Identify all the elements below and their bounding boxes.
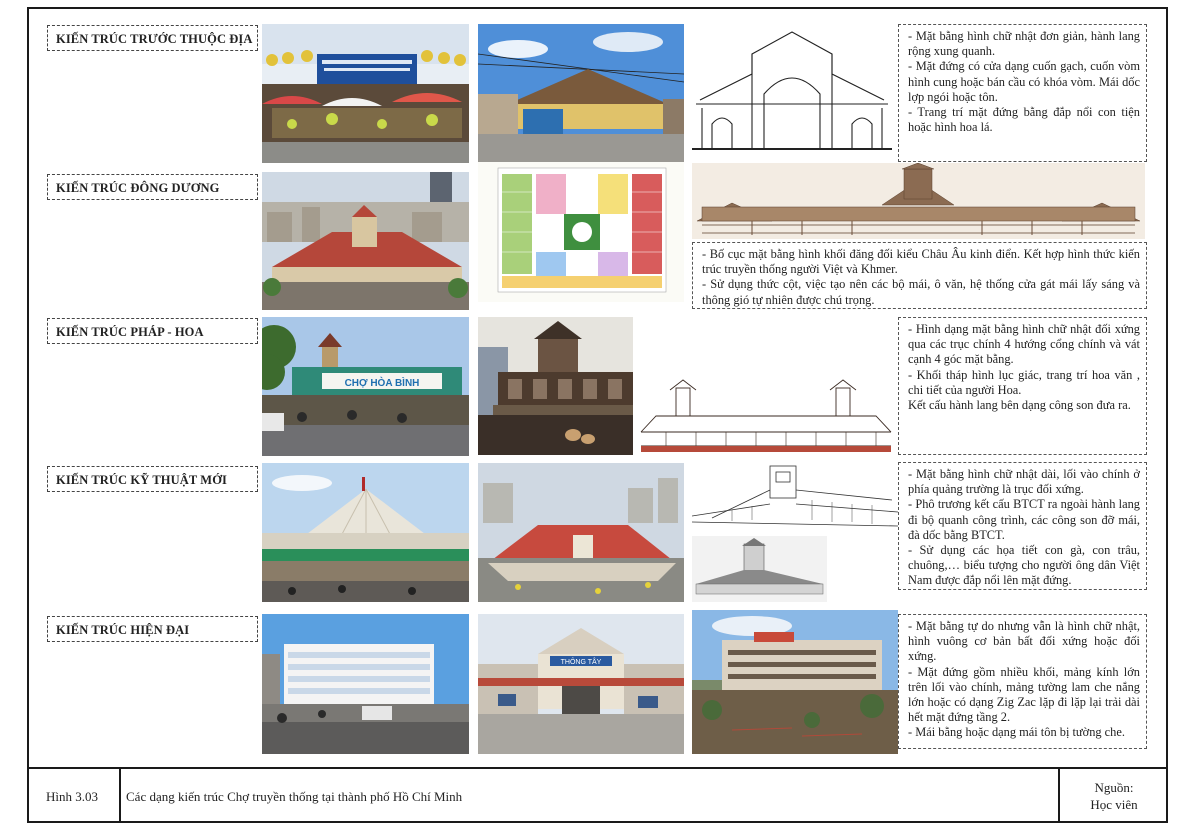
photo-ben-thanh-facade (262, 463, 469, 602)
photo-cho-hoa-binh (262, 317, 469, 456)
note-item: - Mặt bằng hình chữ nhật đơn giản, hành lang rộng xung quanh. (908, 29, 1140, 59)
note-item: - Sử dụng các họa tiết con gà, con trâu, chuông,… biểu tượng cho người ông dân Việt Nam được đắp nổi lên mặt đứng. (908, 543, 1140, 588)
caption-cell-divider (119, 767, 121, 823)
figure-caption: Các dạng kiến trúc Chợ truyền thống tại thành phố Hồ Chí Minh (126, 789, 463, 804)
drawing-franco-chinese-elevation (636, 376, 896, 456)
figure-number: Hình 3.03 (46, 789, 98, 804)
note-item: - Phô trương kết cấu BTCT ra ngoài hành lang đi bộ quanh công trình, các công son đỡ mái, đà dốc bằng BTCT. (908, 497, 1140, 542)
note-item: - Khối tháp hình lục giác, trang trí hoa văn , chi tiết của người Hoa. (908, 367, 1140, 397)
source-value: Học viên (1090, 797, 1138, 812)
photo-thong-tay-market (478, 614, 684, 754)
photo-ben-thanh-aerial (478, 463, 684, 602)
drawing-ben-thanh-perspective (692, 460, 898, 534)
photo-modern-market-derelict (692, 610, 898, 754)
note-item: - Mặt đứng gồm nhiều khối, mảng kính lớn trên lối vào chính, mảng tường lam che nắng lớn hoặc có dạng Zig Zac lặp đi lặp lại trải dài hết mặt đứng tầng 2. (908, 664, 1140, 725)
note-item: - Trang trí mặt đứng bằng đắp nổi con tiện hoặc hình hoa lá. (908, 105, 1140, 135)
plan-indochine-market (478, 162, 684, 302)
note-item: - Sử dụng thức cột, việc tạo nên các bộ mái, ô văn, hệ thống cửa gát mái lấy sáng và thông gió tự nhiên được chú trọng. (702, 277, 1140, 307)
drawing-arched-facade (692, 24, 892, 163)
note-item: - Mặt bằng tự do nhưng vẫn là hình chữ nhật, hình vuông cơ bản bất đối xứng hoặc đối xứng. (908, 619, 1140, 664)
row-label-modern: KIẾN TRÚC HIỆN ĐẠI (47, 616, 258, 642)
caption-divider (27, 767, 1168, 769)
note-item: Kết cấu hành lang bên dạng công son đưa ra. (908, 398, 1131, 413)
drawing-indochine-elevation (692, 163, 1145, 239)
photo-franco-chinese-tower (478, 317, 633, 455)
note-item: - Mái bằng hoặc dạng mái tôn bị tường che. (908, 725, 1125, 740)
photo-indochine-aerial (262, 172, 469, 310)
render-ben-thanh-model (692, 536, 827, 602)
note-item: - Bố cục mặt bằng hình khối đăng đối kiểu Châu Âu kinh điển. Kết hợp hình thức kiến trúc truyền thống người Việt và Khmer. (702, 247, 1140, 277)
row-label-pre-colonial: KIẾN TRÚC TRƯỚC THUỘC ĐỊA (47, 25, 258, 51)
sign-thong-tay: THÔNG TÂY (560, 659, 602, 666)
photo-pre-colonial-market-front (262, 24, 469, 163)
source-label: Nguồn: (1094, 780, 1134, 795)
row-label-new-technique: KIẾN TRÚC KỸ THUẬT MỚI (47, 466, 258, 492)
photo-pre-colonial-street (478, 24, 684, 163)
note-item: - Mặt đứng có cửa dạng cuốn gạch, cuốn vòm hình cung hoặc bán cầu có khóa vòm. Mái dốc lợp ngói hoặc tôn. (908, 59, 1140, 104)
notes-new-technique (898, 462, 1147, 590)
row-label-indochine: KIẾN TRÚC ĐÔNG DƯƠNG (47, 174, 258, 200)
notes-indochine (692, 242, 1147, 309)
caption-cell-divider (1058, 767, 1060, 823)
photo-modern-building (262, 614, 469, 754)
row-label-franco-chinese: KIẾN TRÚC PHÁP - HOA (47, 318, 258, 344)
notes-pre-colonial (898, 24, 1147, 162)
notes-modern (898, 614, 1147, 749)
note-item: - Mặt bằng hình chữ nhật dài, lối vào chính ở phía quảng trường là trục đối xứng. (908, 467, 1140, 497)
sign-cho-hoa-binh: CHỢ HÒA BÌNH (344, 378, 420, 389)
notes-franco-chinese (898, 317, 1147, 455)
note-item: - Hình dạng mặt bằng hình chữ nhật đối xứng qua các trục chính 4 hướng cổng chính và vát cạnh 4 góc mặt bằng. (908, 322, 1140, 367)
